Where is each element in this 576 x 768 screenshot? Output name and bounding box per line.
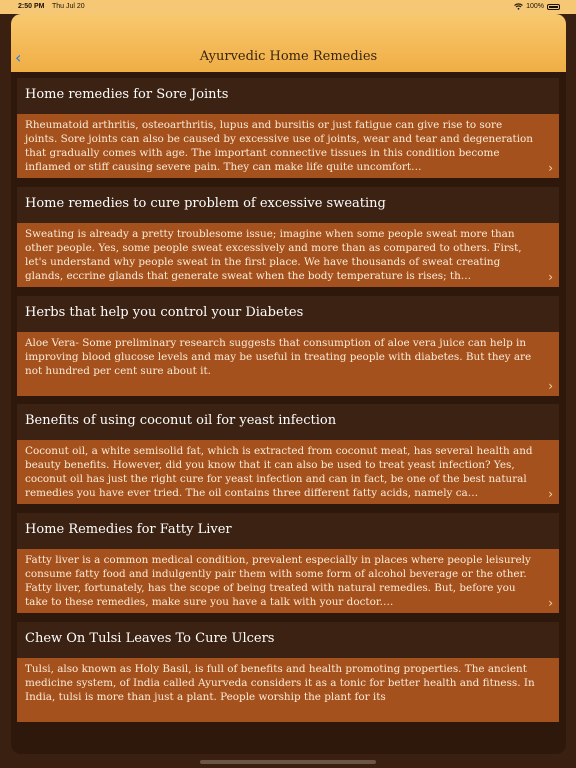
article-title: Herbs that help you control your Diabetes: [17, 296, 559, 332]
page-title: Ayurvedic Home Remedies: [199, 49, 378, 64]
battery-icon: [547, 4, 560, 10]
article-card[interactable]: [17, 622, 559, 703]
article-title: Benefits of using coconut oil for yeast infection: [17, 404, 559, 440]
chevron-right-icon: ›: [548, 270, 553, 284]
article-summary: [17, 440, 559, 504]
article-summary-text: Aloe Vera- Some preliminary research suggests that consumption of aloe vera juice can help in improving blood glucose levels and may be useful in treating people with diabetes. But they are not hundred per cent sure about it.: [25, 337, 532, 377]
article-summary: [17, 658, 559, 722]
status-date: Thu Jul 20: [52, 3, 85, 10]
article-title: Home remedies for Sore Joints: [17, 78, 559, 114]
status-bar: [0, 0, 576, 14]
article-title: Chew On Tulsi Leaves To Cure Ulcers: [17, 622, 559, 658]
article-summary-text: Rheumatoid arthritis, osteoarthritis, lupus and bursitis or just fatigue can give rise to sore joints. Sore joints can also be caused by excessive use of joints, wear and tear and degeneration that gradually comes with age. The important connective tissues in this condition become inflamed or stiff causing severe pain. They can make life quite uncomfort…: [25, 119, 533, 173]
status-time: 2:50 PM: [18, 3, 45, 10]
navigation-bar: [11, 14, 566, 72]
wifi-icon: [514, 3, 523, 10]
article-summary-text: Sweating is already a pretty troublesome issue; imagine when some people sweat more than other people. Yes, some people sweat excessively and more than as compared to others. First, let's understand why people sweat in the first place. We have thousands of sweat creating glands, eccrine glands that generate sweat when the body temperature is rises; th…: [25, 228, 522, 282]
article-summary-text: Tulsi, also known as Holy Basil, is full of benefits and health promoting properties. The ancient medicine system, of India called Ayurveda considers it as a tonic for better health and fitness. In India, tulsi is more than just a plant. People worship the plant for its: [25, 663, 535, 703]
battery-percent: 100%: [526, 3, 544, 10]
chevron-right-icon: ›: [548, 596, 553, 610]
chevron-right-icon: ›: [548, 161, 553, 175]
chevron-right-icon: ›: [548, 379, 553, 393]
article-title: Home remedies to cure problem of excessive sweating: [17, 187, 559, 223]
article-summary: [17, 332, 559, 396]
article-summary-text: Coconut oil, a white semisolid fat, which is extracted from coconut meat, has several health and beauty benefits. However, did you know that it can also be used to treat yeast infection? Yes, coconut oil has just the right cure for yeast infection and can in fact, be one of the best natural remedies you have ever tried. The oil contains three different fatty acids, namely ca…: [25, 445, 533, 499]
status-right: [514, 3, 560, 10]
article-title: Home Remedies for Fatty Liver: [17, 513, 559, 549]
chevron-left-icon: ‹: [15, 48, 22, 67]
chevron-right-icon: ›: [548, 487, 553, 501]
article-summary: [17, 549, 559, 613]
article-summary: [17, 223, 559, 287]
article-summary: [17, 114, 559, 178]
home-indicator[interactable]: [200, 760, 376, 764]
app-window: [11, 14, 566, 754]
article-summary-text: Fatty liver is a common medical condition, prevalent especially in places where people leisurely consume fatty food and indulgently pair them with some form of alcohol beverage or the other. Fatty liver, fortunately, has the scope of being treated with natural remedies. But, before you take to these remedies, make sure you have a talk with your doctor.…: [25, 554, 531, 608]
